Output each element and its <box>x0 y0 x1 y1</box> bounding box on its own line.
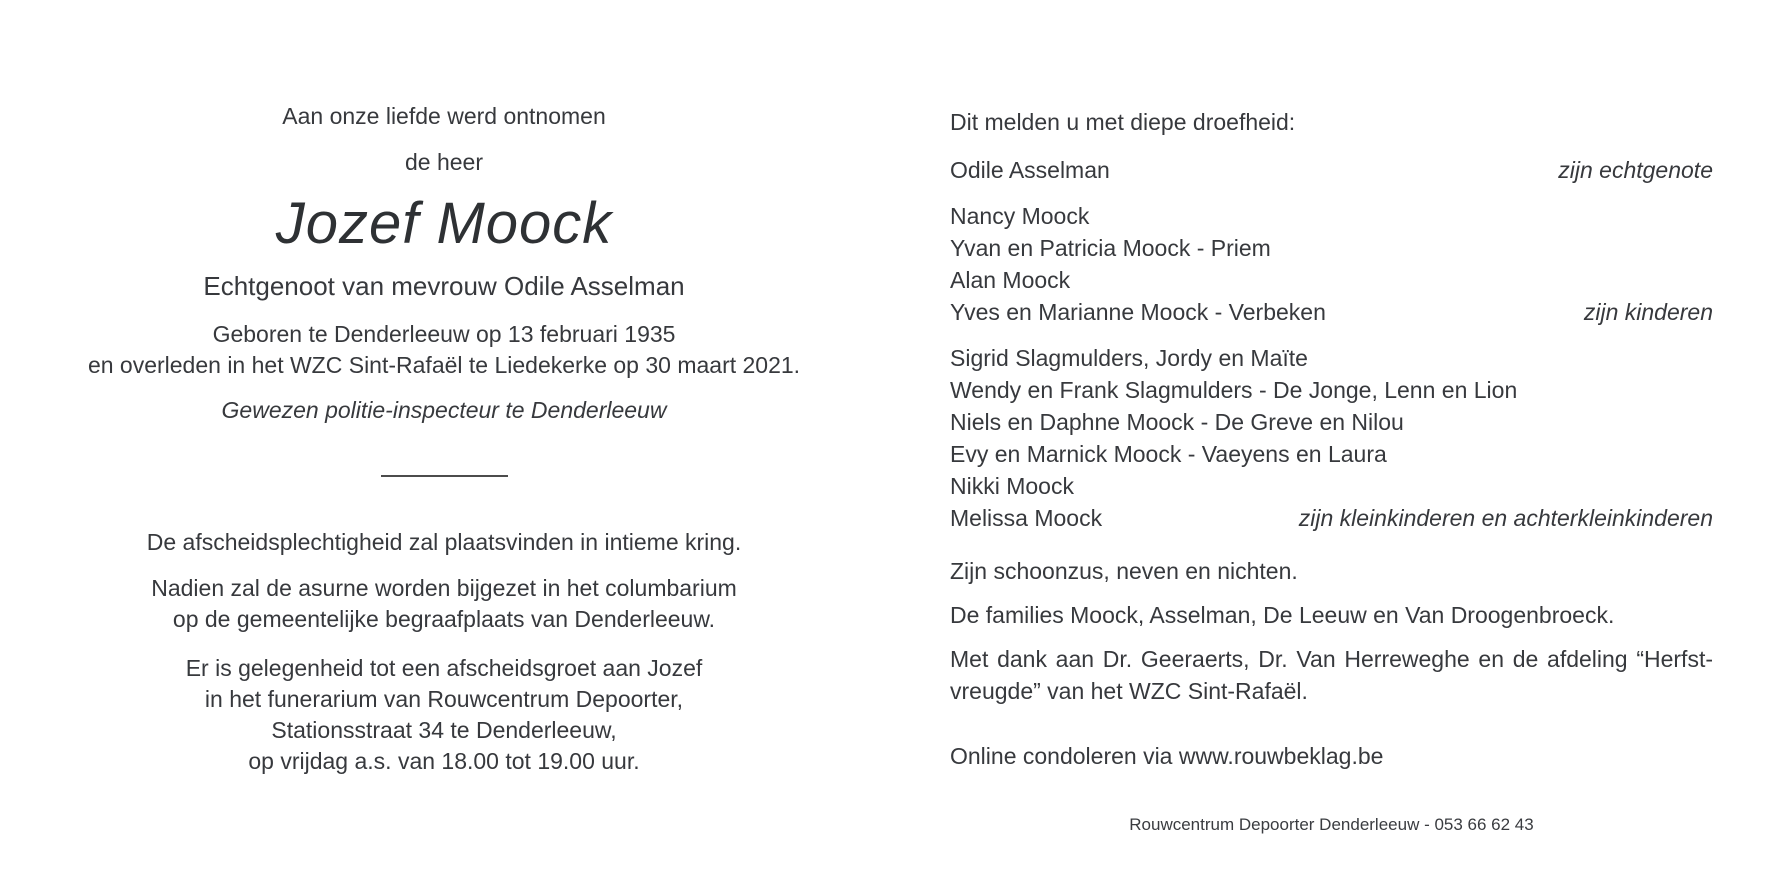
family-member: Sigrid Slagmulders, Jordy en Maïte <box>950 345 1308 371</box>
birth-line: Geboren te Denderleeuw op 13 februari 1935 <box>212 321 676 347</box>
family-group-inlaws <box>950 555 1713 587</box>
intro-line: Aan onze liefde werd ontnomen <box>282 103 606 129</box>
family-member: Odile Asselman <box>950 157 1110 183</box>
ceremony-line: De afscheidsplechtigheid zal plaatsvinden in intieme kring. <box>146 529 742 555</box>
family-group-children <box>950 200 1713 328</box>
family-group-spouse <box>950 154 1713 186</box>
family-member: Yves en Marianne Moock - Verbeken <box>950 299 1326 325</box>
spouse-line: Echtgenoot van mevrouw Odile Asselman <box>203 271 685 301</box>
family-member: Yvan en Patricia Moock - Priem <box>950 235 1271 261</box>
family-member: Niels en Daphne Moock - De Greve en Nilou <box>950 409 1404 435</box>
columbarium-line-1: Nadien zal de asurne worden bijgezet in het columbarium <box>151 575 737 601</box>
birth-death-block <box>87 319 801 381</box>
announcement-line: Dit melden u met diepe droefheid: <box>950 109 1296 135</box>
family-member: Wendy en Frank Slagmulders - De Jonge, Lenn en Lion <box>950 377 1518 403</box>
family-row <box>950 502 1713 534</box>
death-line: en overleden in het WZC Sint-Rafaël te Liedekerke op 30 maart 2021. <box>87 352 801 378</box>
relation-label: zijn echtgenote <box>1558 157 1713 183</box>
family-row <box>950 296 1713 328</box>
family-member: Zijn schoonzus, neven en nichten. <box>950 558 1298 584</box>
divider-rule <box>381 475 508 477</box>
family-member: Nancy Moock <box>950 203 1090 229</box>
family-member: Melissa Moock <box>950 505 1103 531</box>
farewell-line-2: in het funerarium van Rouwcentrum Depoorter, <box>204 686 684 712</box>
funeral-home-footer: Rouwcentrum Depoorter Denderleeuw - 053 66 62 43 <box>1129 815 1534 834</box>
relation-label: zijn kleinkinderen en achterkleinkinderen <box>1298 505 1713 531</box>
farewell-paragraph <box>87 653 801 777</box>
family-panel <box>950 106 1713 772</box>
online-condolences-line: Online condoleren via www.rouwbeklag.be <box>950 743 1384 769</box>
family-member: Evy en Marnick Moock - Vaeyens en Laura <box>950 441 1387 467</box>
family-group-grandchildren <box>950 342 1713 534</box>
family-group-families <box>950 599 1713 631</box>
thanks-line-1: Met dank aan Dr. Geeraerts, Dr. Van Herreweghe en de afdeling “Herfst- <box>950 646 1713 672</box>
columbarium-line-2: op de gemeentelijke begraafplaats van Denderleeuw. <box>172 606 716 632</box>
salutation-line: de heer <box>404 149 483 175</box>
relation-label: zijn kinderen <box>1583 299 1713 325</box>
columbarium-paragraph <box>87 573 801 635</box>
farewell-line-1: Er is gelegenheid tot een afscheidsgroet aan Jozef <box>185 655 703 681</box>
family-member: Nikki Moock <box>950 473 1074 499</box>
family-member: De families Moock, Asselman, De Leeuw en Van Droogenbroeck. <box>950 602 1615 628</box>
farewell-line-4: op vrijdag a.s. van 18.00 tot 19.00 uur. <box>248 748 640 774</box>
profession-line: Gewezen politie-inspecteur te Denderleeuw <box>221 397 667 423</box>
farewell-line-3: Stationsstraat 34 te Denderleeuw, <box>271 717 617 743</box>
family-member: Alan Moock <box>950 267 1071 293</box>
thanks-paragraph <box>950 643 1713 707</box>
deceased-name: Jozef Moock <box>275 191 613 256</box>
deceased-panel <box>87 100 801 777</box>
thanks-line-2: vreugde” van het WZC Sint-Rafaël. <box>950 678 1308 704</box>
family-row <box>950 154 1713 186</box>
